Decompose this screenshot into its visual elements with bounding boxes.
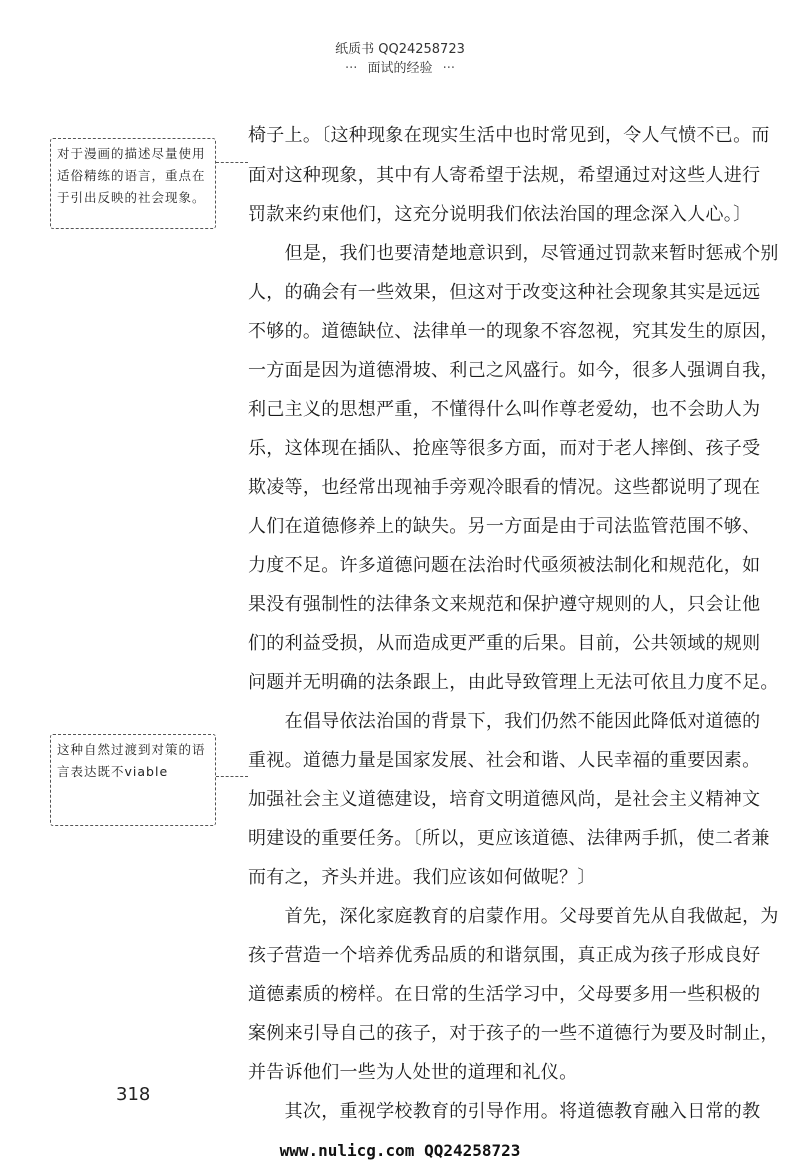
body-line: 椅子上。〔这种现象在现实生活中也时常见到，令人气愤不已。而	[248, 125, 770, 146]
body-line: 其次，重视学校教育的引导作用。将道德教育融入日常的教	[248, 1101, 761, 1122]
body-line: 重视。道德力量是国家发展、社会和谐、人民幸福的重要因素。	[248, 750, 761, 771]
note-connector-2	[216, 776, 248, 777]
body-line: 罚款来约束他们，这充分说明我们依法治国的理念深入人心。〕	[248, 204, 752, 225]
body-line: 在倡导依法治国的背景下，我们仍然不能因此降低对道德的	[248, 711, 761, 732]
body-line: 人们在道德修养上的缺失。另一方面是由于司法监管范围不够、	[248, 516, 761, 537]
body-line: 孩子营造一个培养优秀品质的和谐氛围，真正成为孩子形成良好	[248, 945, 761, 966]
body-line: 但是，我们也要清楚地意识到，尽管通过罚款来暂时惩戒个别	[248, 243, 779, 264]
note-connector-1	[216, 162, 248, 163]
margin-note-2: 这种自然过渡到对策的语言表达既不viable	[50, 734, 216, 826]
body-line: 力度不足。许多道德问题在法治时代亟须被法制化和规范化，如	[248, 555, 761, 576]
header-title: 纸质书 QQ24258723	[335, 42, 465, 57]
body-line: 明建设的重要任务。〔所以，更应该道德、法律两手抓，使二者兼	[248, 828, 770, 849]
body-line: 人，的确会有一些效果，但这对于改变这种社会现象其实是远远	[248, 282, 761, 303]
body-line: 们的利益受损，从而造成更严重的后果。目前，公共领域的规则	[248, 633, 761, 654]
body-line: 果没有强制性的法律条文来规范和保护遵守规则的人，只会让他	[248, 594, 761, 615]
body-line: 首先，深化家庭教育的启蒙作用。父母要首先从自我做起，为	[248, 906, 779, 927]
body-line: 问题并无明确的法条跟上，由此导致管理上无法可依且力度不足。	[248, 672, 779, 693]
body-line: 不够的。道德缺位、法律单一的现象不容忽视，究其发生的原因，	[248, 321, 779, 342]
body-line: 一方面是因为道德滑坡、利己之风盛行。如今，很多人强调自我，	[248, 360, 779, 381]
body-line: 而有之，齐头并进。我们应该如何做呢？〕	[248, 867, 596, 888]
body-line: 并告诉他们一些为人处世的道理和礼仪。	[248, 1062, 578, 1083]
section-title: 面试的经验	[367, 61, 433, 76]
body-line: 面对这种现象，其中有人寄希望于法规，希望通过对这些人进行	[248, 165, 761, 186]
body-line: 加强社会主义道德建设，培育文明道德风尚，是社会主义精神文	[248, 789, 761, 810]
section-header	[0, 57, 800, 76]
header-dots-left: ···	[344, 61, 358, 76]
page-number: 318	[116, 1084, 151, 1105]
header-dots-right: ···	[442, 61, 456, 76]
body-line: 道德素质的榜样。在日常的生活学习中，父母要多用一些积极的	[248, 984, 761, 1005]
margin-note-1: 对于漫画的描述尽量使用适俗精练的语言，重点在于引出反映的社会现象。	[50, 138, 216, 229]
body-line: 欺凌等，也经常出现袖手旁观冷眼看的情况。这些都说明了现在	[248, 477, 761, 498]
body-line: 乐，这体现在插队、抢座等很多方面，而对于老人摔倒、孩子受	[248, 438, 761, 459]
body-line: 利己主义的思想严重，不懂得什么叫作尊老爱幼，也不会助人为	[248, 399, 761, 420]
body-line: 案例来引导自己的孩子，对于孩子的一些不道德行为要及时制止，	[248, 1023, 779, 1044]
footer-watermark: www.nulicg.com QQ24258723	[279, 1141, 521, 1160]
